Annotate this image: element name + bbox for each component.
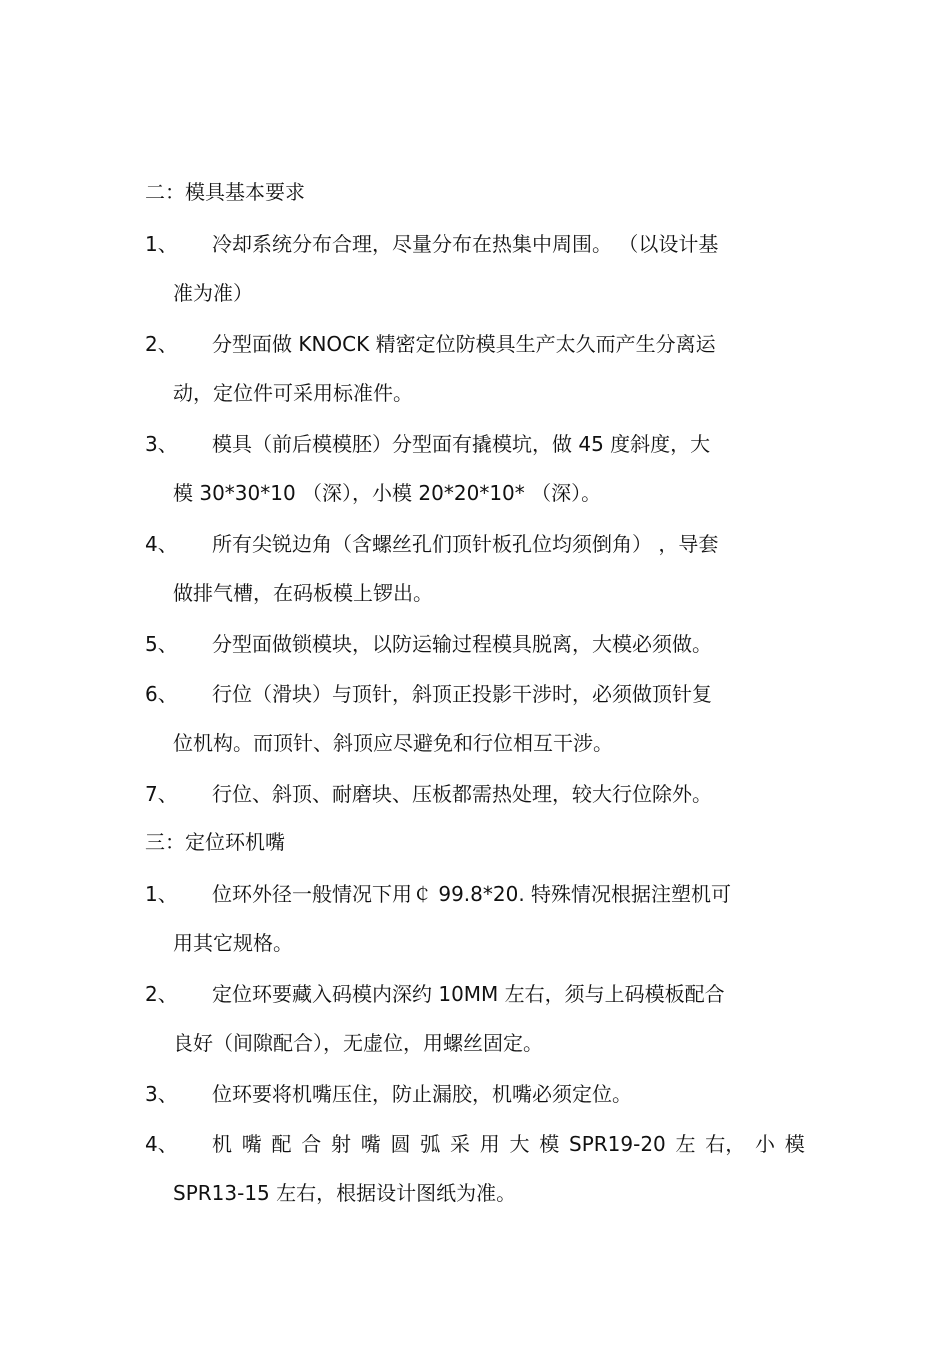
word: 大 [509, 1132, 530, 1156]
word: 模 [784, 1132, 805, 1156]
item-text-continued: 动，定位件可采用标准件。 [173, 381, 413, 405]
item-text: 行位（滑块）与顶针，斜顶正投影干涉时，必须做顶针复 [212, 682, 712, 706]
word: 射 [331, 1132, 351, 1156]
item-text-continued: 位机构。而顶针、斜顶应尽避免和行位相互干涉。 [173, 731, 613, 755]
word: 嘴 [241, 1132, 262, 1156]
word: 配 [271, 1132, 292, 1156]
item-text: 冷却系统分布合理，尽量分布在热集中周围。 （以设计基 [212, 232, 719, 256]
item-text-continued: 做排气槽，在码板模上锣出。 [173, 581, 433, 605]
section-heading-locating-ring: 三：定位环机嘴 [145, 830, 285, 854]
item-text-continued: 用其它规格。 [173, 931, 293, 955]
item-text: 位环外径一般情况下用￠ 99.8*20. 特殊情况根据注塑机可 [212, 882, 732, 906]
item-text-continued: 准为准） [173, 281, 253, 305]
item-number: 2、 [145, 982, 178, 1006]
item-number: 4、 [145, 1132, 178, 1156]
item-text: 行位、斜顶、耐磨块、压板都需热处理，较大行位除外。 [212, 782, 712, 806]
word: 小 [755, 1132, 776, 1156]
item-text: 分型面做锁模块，以防运输过程模具脱离，大模必须做。 [212, 632, 712, 656]
item-number: 1、 [145, 882, 178, 906]
item-number: 7、 [145, 782, 178, 806]
word: 圆 [390, 1132, 411, 1156]
item-text: 定位环要藏入码模内深约 10MM 左右，须与上码模板配合 [212, 982, 725, 1006]
word: 嘴 [360, 1132, 381, 1156]
item-text-justified [212, 1132, 805, 1156]
item-text: 模具（前后模模胚）分型面有撬模坑，做 45 度斜度，大 [212, 432, 711, 456]
item-text-continued: SPR13-15 左右，根据设计图纸为准。 [173, 1181, 517, 1205]
section-heading-mold-requirements: 二：模具基本要求 [145, 180, 305, 204]
item-number: 6、 [145, 682, 178, 706]
item-number: 3、 [145, 1082, 178, 1106]
word: 弧 [420, 1132, 441, 1156]
item-number: 4、 [145, 532, 178, 556]
word: 右， [705, 1132, 746, 1156]
item-text: 所有尖锐边角（含螺丝孔们顶针板孔位均须倒角） ，导套 [212, 532, 719, 556]
item-number: 5、 [145, 632, 178, 656]
item-text: 分型面做 KNOCK 精密定位防模具生产太久而产生分离运 [212, 332, 716, 356]
item-text: 位环要将机嘴压住，防止漏胶，机嘴必须定位。 [212, 1082, 632, 1106]
item-number: 3、 [145, 432, 178, 456]
word: 用 [479, 1132, 500, 1156]
item-number: 2、 [145, 332, 178, 356]
word: 机 [212, 1132, 232, 1156]
word: 采 [450, 1132, 470, 1156]
item-text-continued: 模 30*30*10 （深），小模 20*20*10* （深）。 [173, 481, 602, 505]
item-number: 1、 [145, 232, 178, 256]
word: 模 [539, 1132, 560, 1156]
word: 左 [675, 1132, 696, 1156]
word: SPR19-20 [569, 1132, 666, 1156]
word: 合 [301, 1132, 322, 1156]
item-text-continued: 良好（间隙配合），无虚位，用螺丝固定。 [173, 1031, 543, 1055]
